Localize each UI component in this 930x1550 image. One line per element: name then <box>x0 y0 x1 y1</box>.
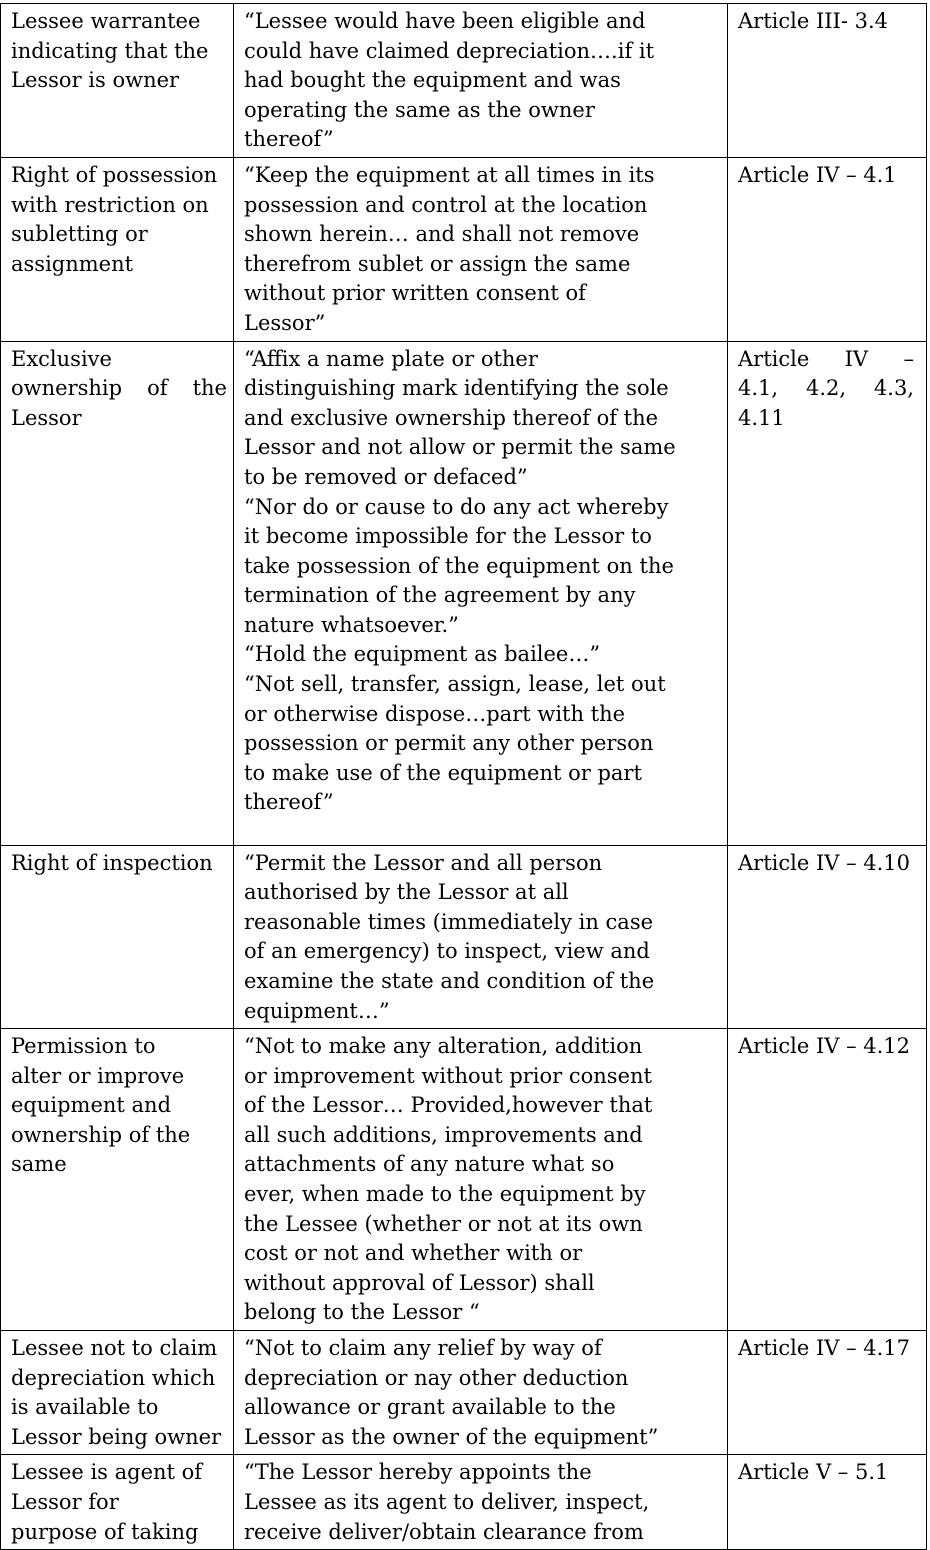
row-reference-cell: Article V – 5.1 <box>728 1455 927 1550</box>
table-row <box>1 341 927 845</box>
table-row <box>1 1331 927 1455</box>
row-reference-cell: Article IV – 4.10 <box>728 845 927 1029</box>
row-heading-cell: Lessee warrantee indicating that the Lessor is owner <box>1 4 234 158</box>
table-row <box>1 4 927 158</box>
table-row <box>1 1455 927 1550</box>
table-row <box>1 157 927 341</box>
row-heading-cell: Right of possession with restriction on subletting or assignment <box>1 157 234 341</box>
table-row <box>1 845 927 1029</box>
row-clause-cell: “Affix a name plate or other distinguishing mark identifying the sole and exclusive ownership thereof of the Lessor and not allow or permit the same to be removed or defaced” “Nor do or cause to do any act whereby it become impossible for the Lessor to take possession of the equipment on the termination of the agreement by any nature whatsoever.” “Hold the equipment as bailee…” “Not sell, transfer, assign, lease, let out or otherwise dispose…part with the possession or permit any other person to make use of the equipment or part thereof” <box>234 341 728 845</box>
row-reference-cell: Article IV – 4.1, 4.2, 4.3, 4.11 <box>728 341 927 845</box>
row-clause-cell: “Lessee would have been eligible and could have claimed depreciation….if it had bought the equipment and was operating the same as the owner thereof” <box>234 4 728 158</box>
row-clause-cell: “Not to make any alteration, addition or improvement without prior consent of the Lessor… Provided,however that all such additions, improvements and attachments of any nature what so ever, when made to the equipment by the Lessee (whether or not at its own cost or not and whether with or without approval of Lessor) shall belong to the Lessor “ <box>234 1029 728 1331</box>
table-row <box>1 1029 927 1331</box>
row-heading-cell: Permission to alter or improve equipment and ownership of the same <box>1 1029 234 1331</box>
row-clause-cell: “Keep the equipment at all times in its possession and control at the location shown herein… and shall not remove therefrom sublet or assign the same without prior written consent of Lessor” <box>234 157 728 341</box>
row-reference-cell: Article IV – 4.12 <box>728 1029 927 1331</box>
row-clause-cell: “The Lessor hereby appoints the Lessee as its agent to deliver, inspect, receive deliver/obtain clearance from <box>234 1455 728 1550</box>
row-heading-cell: Exclusive ownership of the Lessor <box>1 341 234 845</box>
lease-clauses-table <box>0 3 927 1550</box>
row-heading-cell: Lessee is agent of Lessor for purpose of taking <box>1 1455 234 1550</box>
row-reference-cell: Article IV – 4.17 <box>728 1331 927 1455</box>
row-heading-cell: Right of inspection <box>1 845 234 1029</box>
row-clause-cell: “Not to claim any relief by way of depreciation or nay other deduction allowance or grant available to the Lessor as the owner of the equipment” <box>234 1331 728 1455</box>
row-reference-cell: Article IV – 4.1 <box>728 157 927 341</box>
row-reference-cell: Article III- 3.4 <box>728 4 927 158</box>
row-clause-cell: “Permit the Lessor and all person authorised by the Lessor at all reasonable times (immediately in case of an emergency) to inspect, view and examine the state and condition of the equipment…” <box>234 845 728 1029</box>
row-heading-cell: Lessee not to claim depreciation which is available to Lessor being owner <box>1 1331 234 1455</box>
